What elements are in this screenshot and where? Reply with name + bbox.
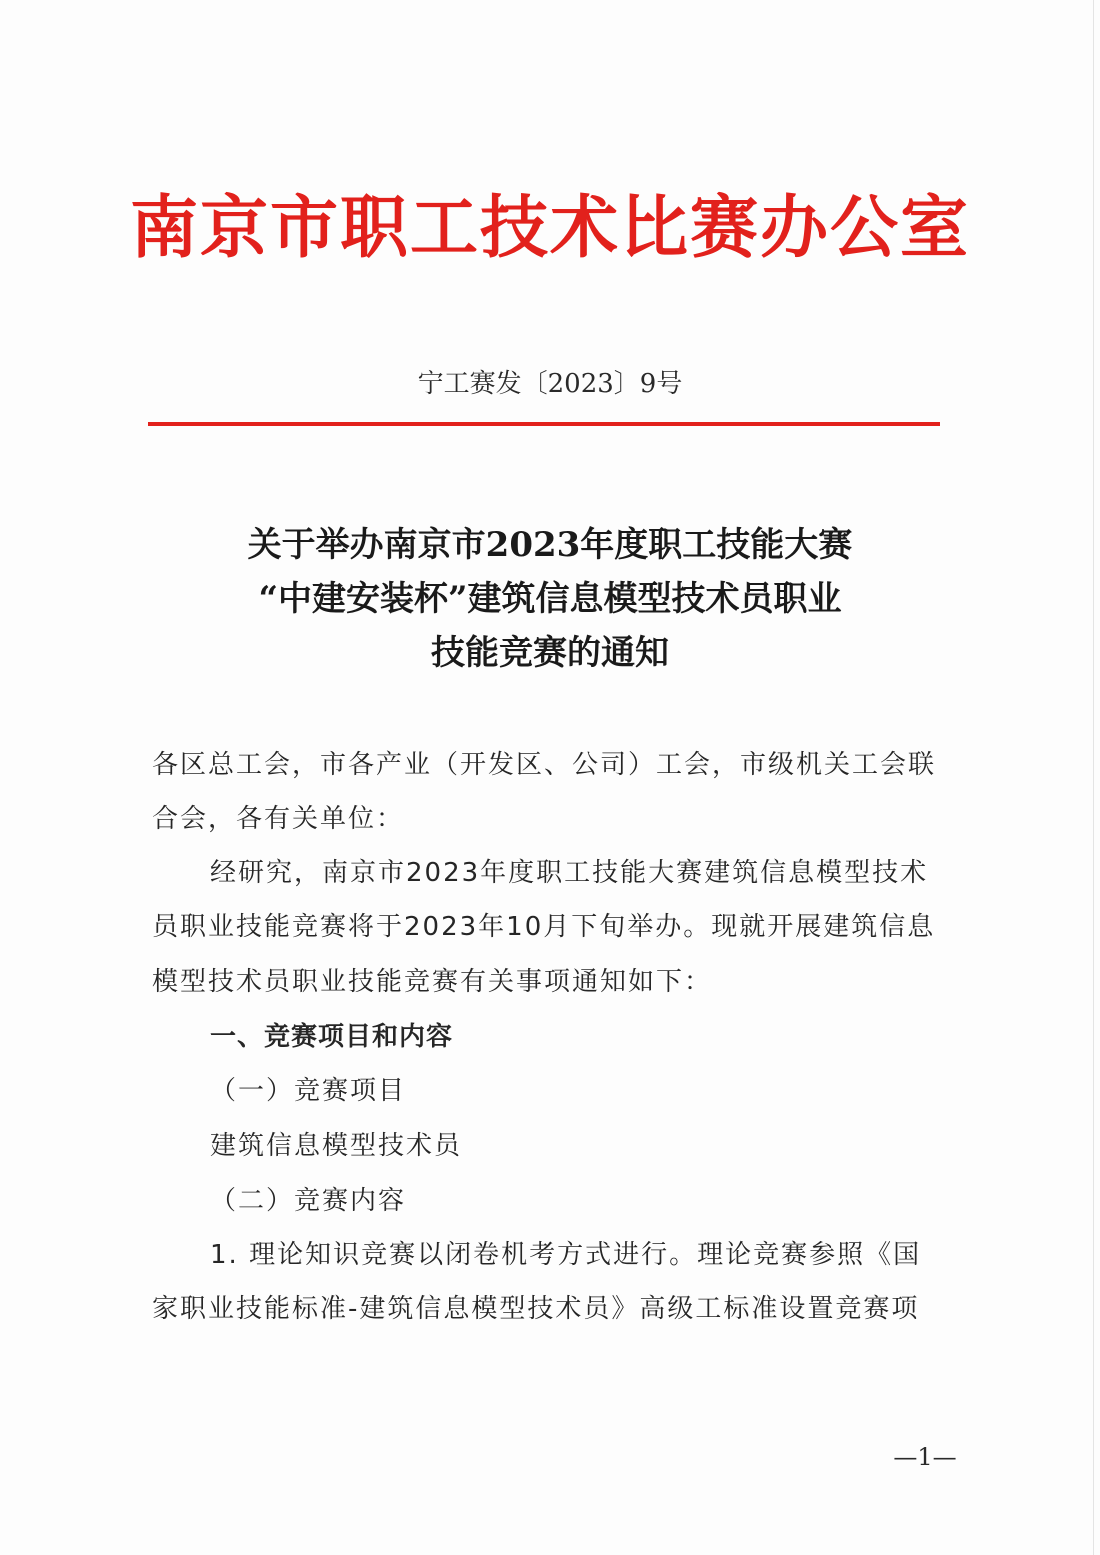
section-1-heading: 一、竞赛项目和内容 [210,1022,454,1052]
title-line-3: 技能竞赛的通知 [431,633,669,673]
competition-item: 建筑信息模型技术员 [210,1131,463,1161]
title-line-1: 关于举办南京市2023年度职工技能大赛 [247,525,853,565]
content-item-1-line-2: 家职业技能标准-建筑信息模型技术员》高级工标准设置竞赛项 [152,1294,920,1324]
intro-line-3: 模型技术员职业技能竞赛有关事项通知如下： [152,967,713,997]
issuing-organization-header: 南京市职工技术比赛办公室 [129,188,970,268]
page-number: —1— [893,1443,957,1471]
intro-line-2: 员职业技能竞赛将于2023年10月下旬举办。现就开展建筑信息 [152,912,936,942]
notice-title [140,518,960,680]
red-separator-line [148,422,940,426]
title-line-2: “中建安装杯”建筑信息模型技术员职业 [258,579,842,619]
subsection-1-heading: （一）竞赛项目 [210,1076,407,1106]
addressee-line-2: 合会，各有关单位： [152,804,405,834]
addressee-line-1: 各区总工会，市各产业（开发区、公司）工会，市级机关工会联 [152,750,937,780]
document-number: 宁工赛发〔2023〕9号 [417,369,683,399]
content-item-1-line-1: 1. 理论知识竞赛以闭卷机考方式进行。理论竞赛参照《国 [210,1240,922,1270]
subsection-2-heading: （二）竞赛内容 [210,1186,407,1216]
intro-line-1: 经研究，南京市2023年度职工技能大赛建筑信息模型技术 [210,858,929,888]
